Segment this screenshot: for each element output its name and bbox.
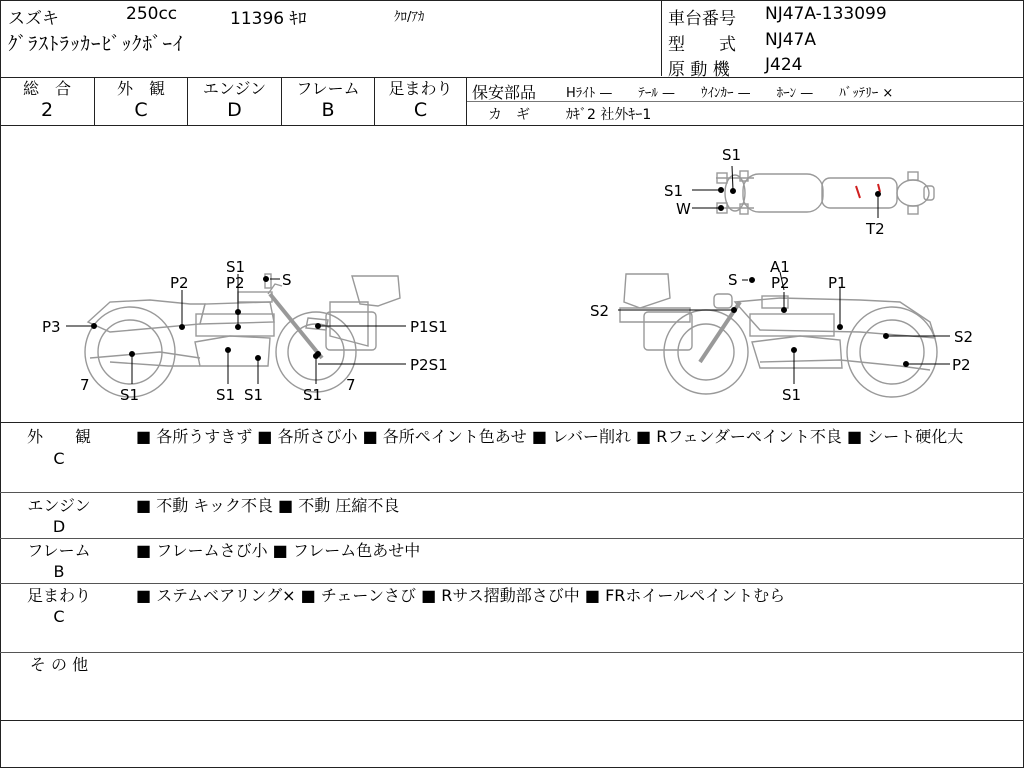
detail-divider: [0, 538, 1024, 539]
engine-value: J424: [765, 55, 803, 75]
safety-divider: [467, 101, 1024, 102]
right-s2b-label: S2: [954, 328, 974, 346]
header-divider: [661, 0, 662, 76]
mileage: 11396 ｷﾛ: [230, 9, 307, 29]
diagram-bottom-line: [0, 422, 1024, 423]
right-s1-label: S1: [782, 386, 802, 404]
color: ｸﾛ/ｱｶ: [394, 10, 425, 25]
grade-overall-value: 2: [40, 99, 54, 121]
detail-divider: [0, 583, 1024, 584]
safety-items: Hﾗｲﾄ — ﾃｰﾙ — ｳｲﾝｶｰ — ﾎｰﾝ — ﾊﾞｯﾃﾘｰ ×: [566, 86, 894, 101]
left-s1a-label: S1: [120, 386, 140, 404]
type-value: NJ47A: [765, 30, 816, 50]
detail-exterior-grade: C: [53, 449, 65, 468]
right-s-label: S: [728, 271, 738, 289]
details-bottom-line: [0, 720, 1024, 721]
safety-label: 保安部品: [472, 83, 537, 102]
grade-suspension-label: 足まわり: [388, 79, 453, 98]
leader-lines: [66, 166, 950, 384]
left-s1-label: S1: [226, 258, 246, 276]
damage-diagram: [0, 126, 1024, 422]
left-p3-label: P3: [42, 318, 61, 336]
displacement: 250cc: [126, 4, 178, 24]
grade-frame-value: B: [321, 99, 335, 121]
left-7a-label: 7: [80, 376, 90, 394]
grade-frame-label: フレーム: [296, 79, 360, 98]
detail-engine-grade: D: [52, 517, 66, 536]
detail-frame-grade: B: [53, 562, 65, 581]
right-p1-label: P1: [828, 274, 847, 292]
detail-suspension-category: 足まわり: [26, 586, 91, 605]
engine-label: 原 動 機: [668, 60, 730, 80]
detail-engine-text: ■ 不動 キック不良 ■ 不動 圧縮不良: [136, 496, 400, 515]
detail-suspension-text: ■ ステムベアリング× ■ チェーンさび ■ Rサス摺動部さび中 ■ FRホイールペイントむら: [136, 586, 786, 605]
detail-divider: [0, 652, 1024, 653]
grade-engine-label: エンジン: [202, 79, 267, 98]
top-s1-left-label: S1: [664, 182, 684, 200]
grade-overall-label: 総 合: [22, 79, 71, 98]
grade-suspension: [375, 78, 466, 124]
right-p2b-label: P2: [952, 356, 971, 374]
right-s2a-label: S2: [590, 302, 610, 320]
left-p1s1-label: P1S1: [410, 318, 448, 336]
grade-exterior-value: C: [134, 99, 148, 121]
left-s1c-label: S1: [244, 386, 264, 404]
model-name: ｸﾞﾗｽﾄﾗｯｶｰﾋﾞｯｸﾎﾞｰｲ: [8, 33, 184, 55]
grade-overall: [0, 78, 94, 124]
top-s1-label: S1: [722, 146, 742, 164]
detail-divider: [0, 492, 1024, 493]
grade-frame: [282, 78, 374, 124]
left-p2a-label: P2: [170, 274, 189, 292]
right-a1-label: A1: [770, 258, 790, 276]
detail-exterior-text: ■ 各所うすきず ■ 各所さび小 ■ 各所ペイント色あせ ■ レバー削れ ■ Rフェンダーペイント不良 ■ シート硬化大: [136, 427, 964, 446]
key-value: ｶｷﾞ2 社外ｷｰ1: [566, 107, 652, 123]
detail-exterior-category: 外 観: [26, 427, 91, 446]
top-view-drawing: [716, 171, 934, 214]
top-t2-label: T2: [866, 220, 885, 238]
type-label: 型 式: [668, 35, 736, 55]
left-s-label: S: [282, 271, 292, 289]
detail-frame-category: フレーム: [27, 541, 91, 560]
detail-other-category: そ の 他: [29, 655, 89, 674]
detail-frame-text: ■ フレームさび小 ■ フレーム色あせ中: [136, 541, 421, 560]
top-w-label: W: [676, 200, 691, 218]
frame-no: NJ47A-133099: [765, 4, 887, 24]
maker: スズキ: [8, 9, 59, 29]
detail-engine-category: エンジン: [27, 496, 91, 515]
frame-no-label: 車台番号: [668, 9, 736, 29]
key-label: カ ギ: [488, 107, 530, 123]
grade-suspension-value: C: [413, 99, 428, 121]
right-p2-label: P2: [771, 274, 790, 292]
grade-exterior: [95, 78, 187, 124]
grade-exterior-label: 外 観: [116, 79, 165, 98]
grade-engine-value: D: [227, 99, 242, 121]
grade-engine: [188, 78, 281, 124]
left-7b-label: 7: [346, 376, 356, 394]
detail-suspension-grade: C: [53, 607, 65, 626]
left-s1d-label: S1: [303, 386, 323, 404]
left-s1b-label: S1: [216, 386, 236, 404]
left-p2b-label: P2: [226, 274, 245, 292]
left-p2s1-label: P2S1: [410, 356, 448, 374]
